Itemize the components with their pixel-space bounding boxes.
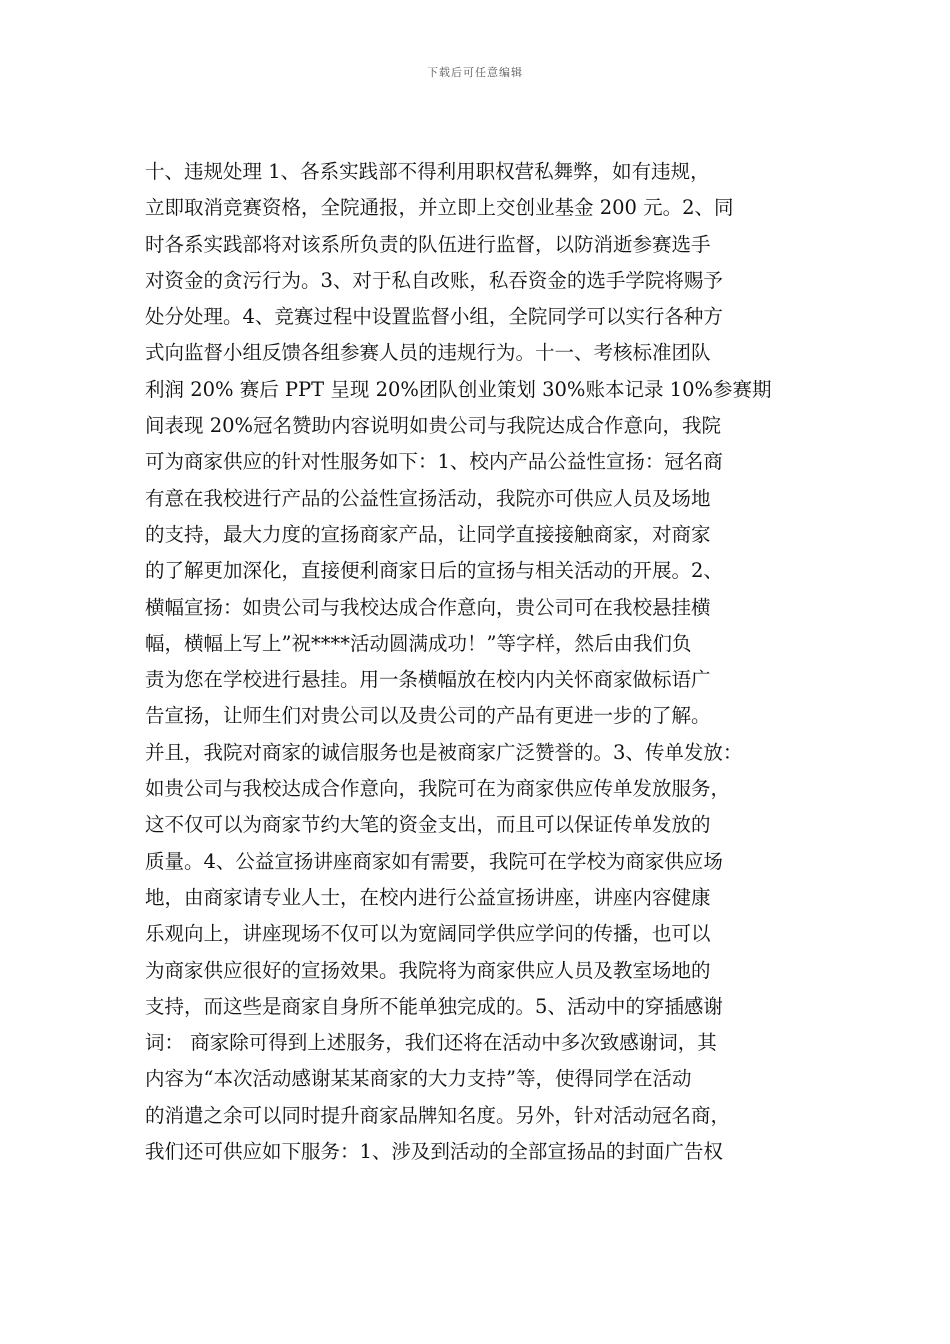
text-line: 我们还可供应如下服务：1、涉及到活动的全部宣扬品的封面广告权	[145, 1140, 723, 1164]
text-line: 有意在我校进行产品的公益性宣扬活动，我院亦可供应人员及场地	[145, 486, 711, 510]
text-line: 立即取消竞赛资格，全院通报，并立即上交创业基金 200 元。2、同	[145, 196, 734, 220]
text-line: 责为您在学校进行悬挂。用一条横幅放在校内内关怀商家做标语广	[145, 668, 711, 692]
text-line: 质量。4、公益宣扬讲座商家如有需要，我院可在学校为商家供应场	[145, 849, 723, 873]
text-line: 可为商家供应的针对性服务如下：1、校内产品公益性宣扬：冠名商	[145, 450, 723, 474]
text-line: 处分处理。4、竞赛过程中设置监督小组，全院同学可以实行各种方	[145, 305, 723, 329]
text-line: 的消遣之余可以同时提升商家品牌知名度。另外，针对活动冠名商，	[145, 1103, 731, 1127]
text-line: 告宣扬，让师生们对贵公司以及贵公司的产品有更进一步的了解。	[145, 704, 711, 728]
text-line: 这不仅可以为商家节约大笔的资金支出，而且可以保证传单发放的	[145, 813, 711, 837]
text-line: 乐观向上，讲座现场不仅可以为宽阔同学供应学问的传播，也可以	[145, 922, 711, 946]
text-line: 间表现 20%冠名赞助内容说明如贵公司与我院达成合作意向，我院	[145, 414, 722, 438]
text-line: 对资金的贪污行为。3、对于私自改账，私吞资金的选手学院将赐予	[145, 268, 723, 292]
text-line: 时各系实践部将对该系所负责的队伍进行监督，以防消逝参赛选手	[145, 232, 711, 256]
text-line: 十、违规处理 1、各系实践部不得利用职权营私舞弊，如有违规，	[145, 160, 710, 183]
text-line: 利润 20% 赛后 PPT 呈现 20%团队创业策划 30%账本记录 10%参赛期	[145, 377, 772, 401]
text-line: 横幅宣扬：如贵公司与我校达成合作意向，贵公司可在我校悬挂横	[145, 595, 711, 619]
body-text	[145, 154, 805, 1170]
text-line: 支持，而这些是商家自身所不能单独完成的。5、活动中的穿插感谢	[145, 994, 723, 1018]
text-line: 为商家供应很好的宣扬效果。我院将为商家供应人员及教室场地的	[145, 958, 711, 982]
page-header: 下载后可任意编辑	[427, 66, 523, 79]
text-line: 式向监督小组反馈各组参赛人员的违规行为。十一、考核标准团队	[145, 341, 711, 365]
text-line: 如贵公司与我校达成合作意向，我院可在为商家供应传单发放服务，	[145, 777, 731, 801]
text-line: 的了解更加深化，直接便利商家日后的宣扬与相关活动的开展。2、	[145, 559, 723, 583]
text-line: 的支持，最大力度的宣扬商家产品，让同学直接接触商家，对商家	[145, 522, 711, 546]
text-line: 内容为“本次活动感谢某某商家的大力支持”等，使得同学在活动	[145, 1067, 692, 1091]
text-line: 并且，我院对商家的诚信服务也是被商家广泛赞誉的。3、传单发放：	[145, 740, 743, 764]
text-line: 地，由商家请专业人士，在校内进行公益宣扬讲座，讲座内容健康	[145, 885, 711, 909]
text-line: 幅，横幅上写上”祝****活动圆满成功！”等字样，然后由我们负	[145, 631, 692, 655]
text-line: 词： 商家除可得到上述服务，我们还将在活动中多次致感谢词，其	[145, 1031, 717, 1055]
